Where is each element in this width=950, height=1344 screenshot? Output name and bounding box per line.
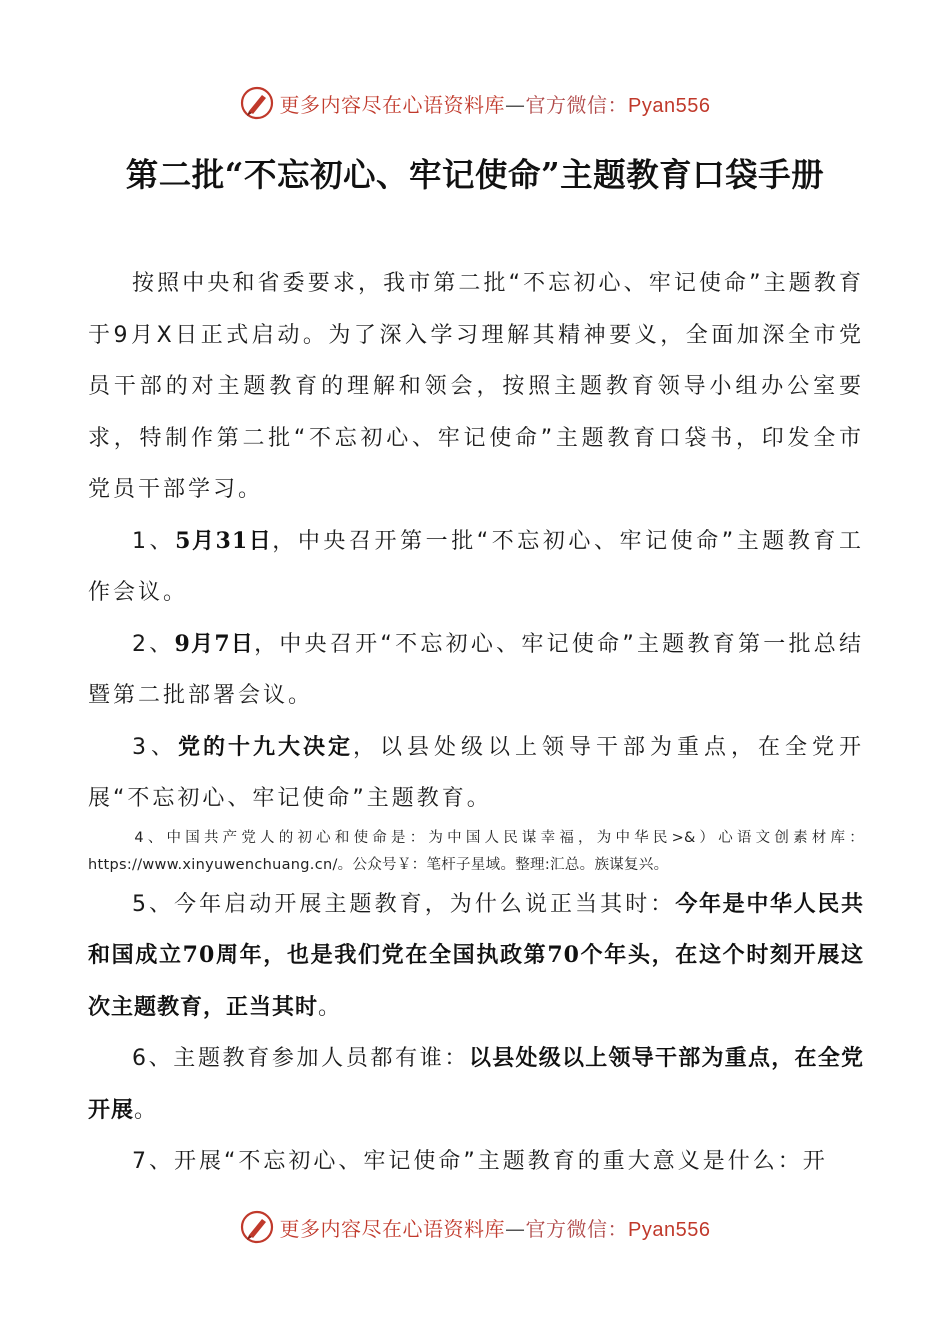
pen-nib-logo-icon xyxy=(240,86,274,120)
document-title: 第二批“不忘初心、牢记使命”主题教育口袋手册 xyxy=(125,155,825,194)
item-2 xyxy=(88,619,864,722)
banner-wechat-label: 官方微信： xyxy=(525,92,629,117)
item-1 xyxy=(88,516,864,619)
document-body xyxy=(88,258,864,1188)
item-6 xyxy=(88,1033,864,1136)
banner-slogan: 更多内容尽在心语资料库 xyxy=(279,92,506,117)
item-date: 9月7日 xyxy=(174,630,255,657)
item-emphasis: 党的十九大决定 xyxy=(178,733,353,760)
banner-wechat-id: Pyan556 xyxy=(628,94,711,117)
item-question: 开展“不忘初心、牢记使命”主题教育的重大意义是什么：开 xyxy=(174,1149,828,1174)
item-number: 3、 xyxy=(132,734,178,760)
item-date: 5月31日 xyxy=(175,527,273,554)
item-text: ，以县处级以上领导干部为重点，在全党开展“不忘初心、牢记使命”主题教育。 xyxy=(88,734,864,811)
item-3 xyxy=(88,722,864,825)
item-number: 1、 xyxy=(132,528,176,554)
pen-nib-logo-icon xyxy=(240,1210,274,1244)
item-number: 6、 xyxy=(132,1046,174,1071)
banner-slogan: 更多内容尽在心语资料库 xyxy=(279,1216,506,1241)
banner-dash: — xyxy=(505,92,526,117)
banner-text xyxy=(280,89,711,118)
banner-wechat-label: 官方微信： xyxy=(525,1216,629,1241)
item-answer: 今年是中华人民共和国成立70周年，也是我们党在全国执政第70个年头，在这个时刻开展这次主题教育，正当其时 xyxy=(88,890,864,1020)
item-tail: 。 xyxy=(134,1097,159,1123)
header-banner xyxy=(0,86,950,120)
banner-dash: — xyxy=(505,1216,526,1241)
banner-text xyxy=(280,1213,711,1242)
item-7 xyxy=(88,1136,864,1188)
item-text: ，中央召开“不忘初心、牢记使命”主题教育第一批总结暨第二批部署会议。 xyxy=(88,631,865,708)
item-number: 5、 xyxy=(132,891,175,917)
item-text: ，中央召开第一批“不忘初心、牢记使命”主题教育工作会议。 xyxy=(88,528,864,605)
item-5 xyxy=(88,879,864,1034)
item-question: 今年启动开展主题教育，为什么说正当其时： xyxy=(174,891,676,917)
footer-banner xyxy=(0,1210,950,1244)
intro-paragraph: 按照中央和省委要求，我市第二批“不忘初心、牢记使命”主题教育于9月X日正式启动。为了深入学习理解其精神要义，全面加深全市党员干部的对主题教育的理解和领会，按照主题教育领导小组办公室要求，特制作第二批“不忘初心、牢记使命”主题教育口袋书，印发全市党员干部学习。 xyxy=(88,271,864,502)
item-question: 主题教育参加人员都有谁： xyxy=(173,1046,470,1071)
banner-wechat-id: Pyan556 xyxy=(628,1218,711,1241)
item-number: 7、 xyxy=(132,1149,174,1174)
item-number: 2、 xyxy=(132,631,175,657)
item-4-note: 4、中国共产党人的初心和使命是：为中国人民谋幸福，为中华民>&）心语文创素材库：https://www.xinyuwenchuang.cn/。公众号￥：笔杆子星域。整理:汇总。族谋复兴。 xyxy=(88,829,864,873)
item-answer: 以县处级以上领导干部为重点，在全党开展 xyxy=(88,1045,864,1123)
item-tail: 。 xyxy=(318,994,343,1020)
